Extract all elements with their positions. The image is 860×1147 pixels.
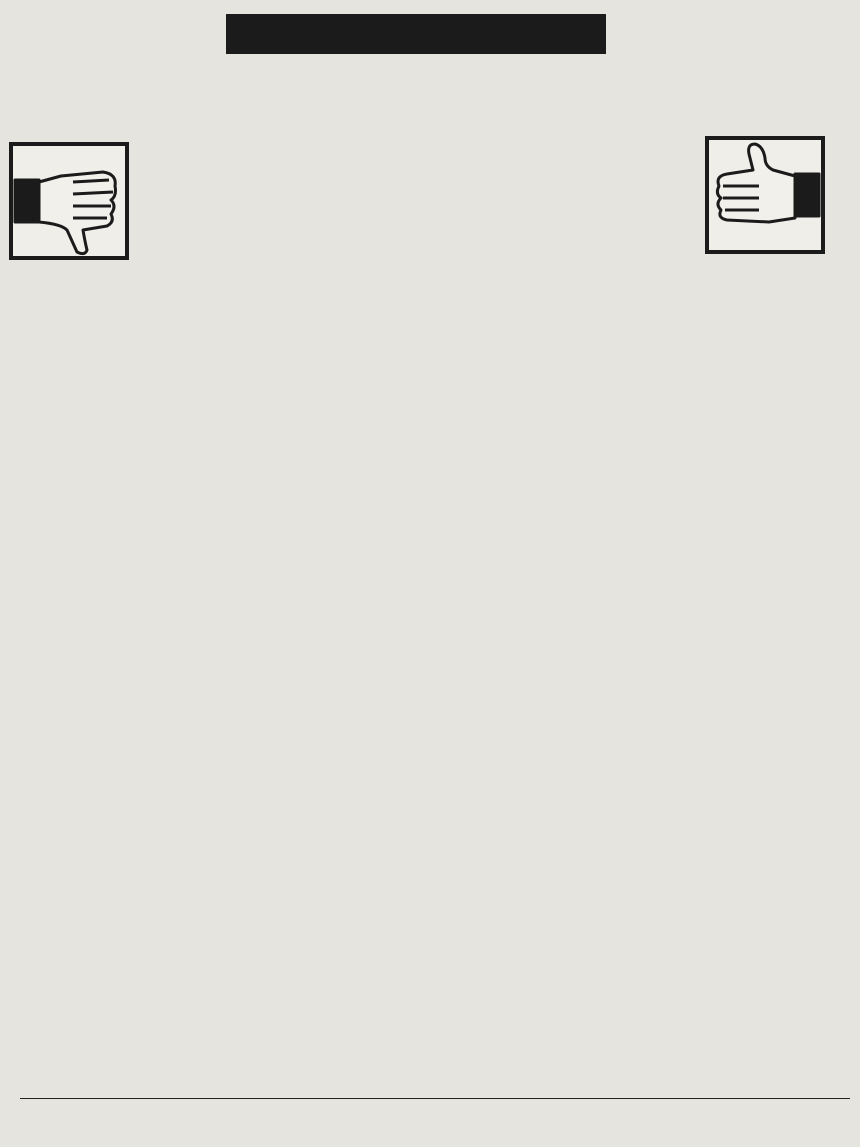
footer-rule (20, 1098, 850, 1099)
thumbs-down-icon (9, 142, 129, 260)
banner (226, 14, 606, 54)
thumbs-up-icon (705, 136, 825, 254)
